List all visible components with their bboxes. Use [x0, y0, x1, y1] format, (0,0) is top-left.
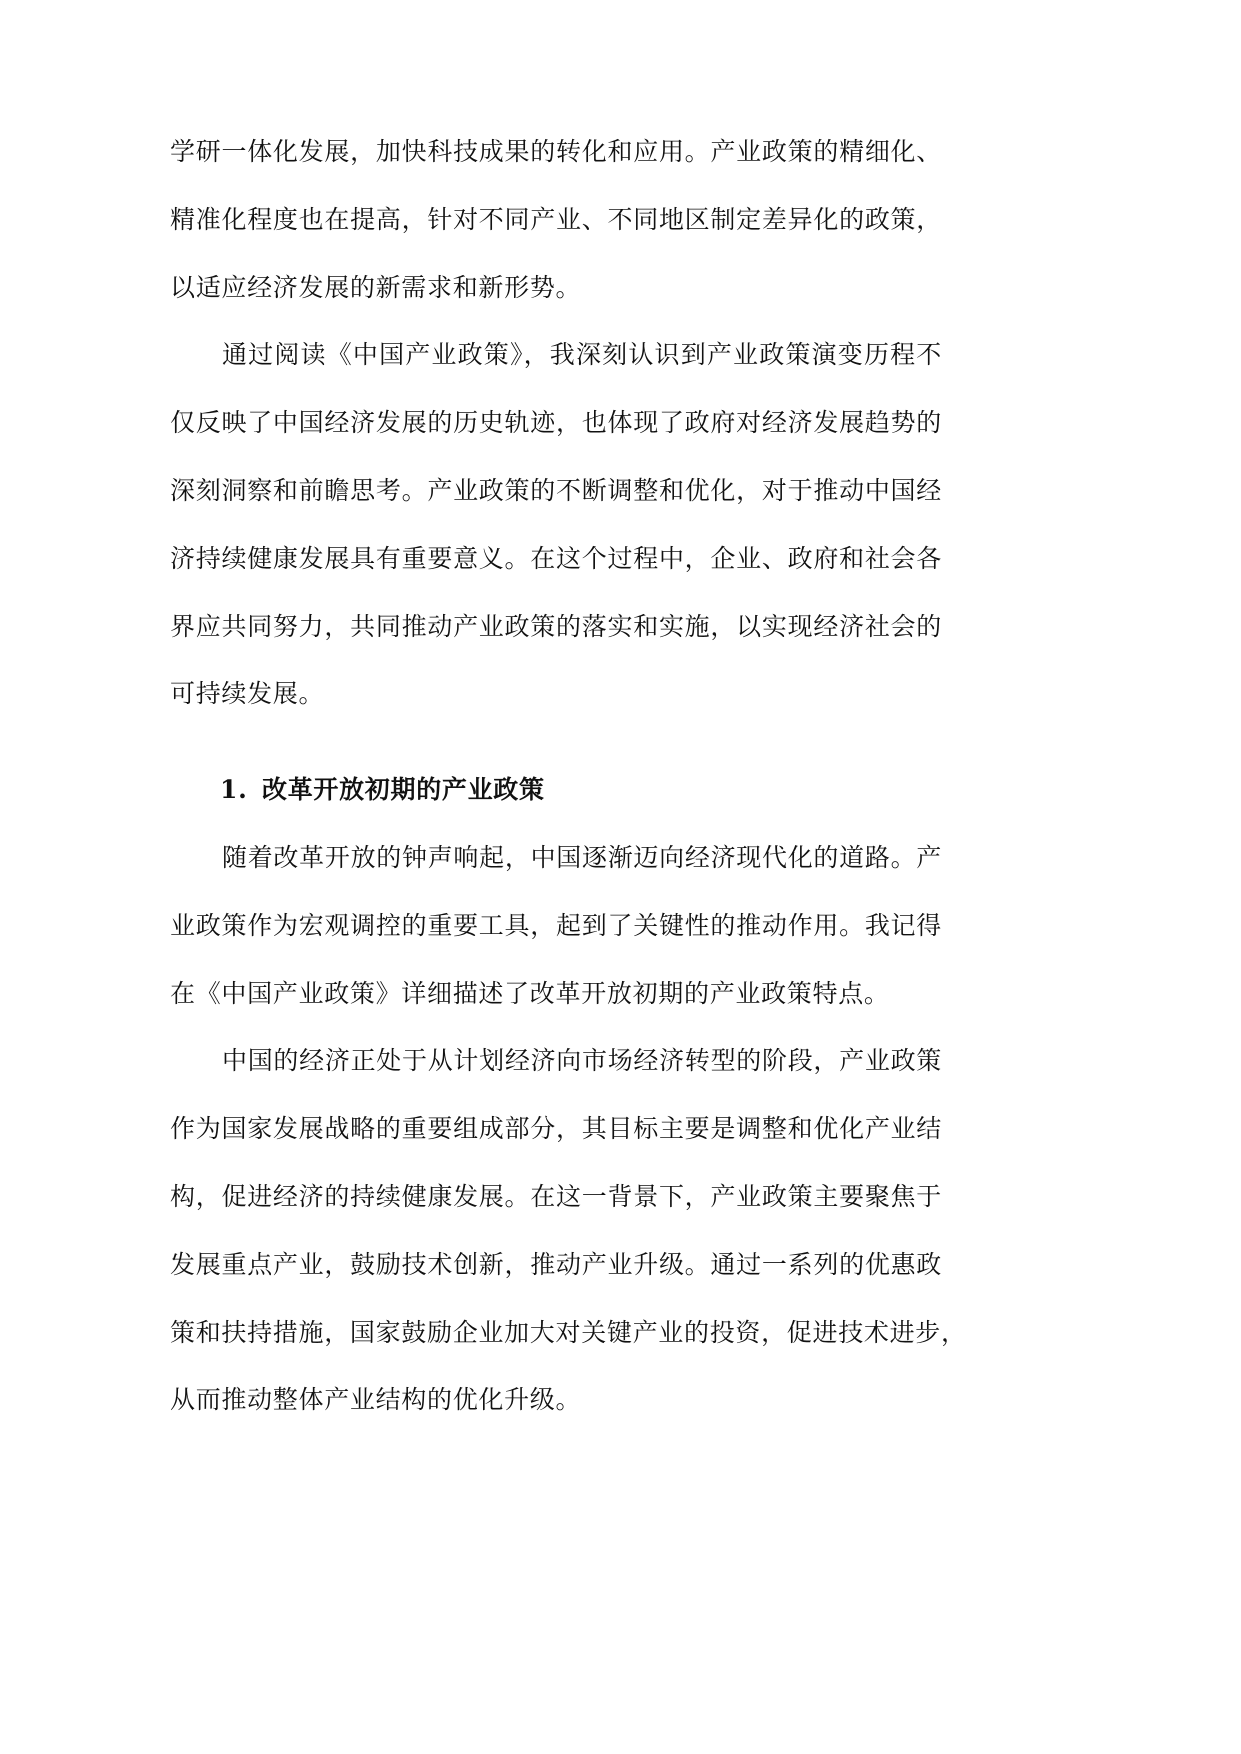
section-title: 改革开放初期的产业政策: [262, 775, 545, 805]
text-line: 业政策作为宏观调控的重要工具，起到了关键性的推动作用。我记得: [170, 910, 942, 940]
text-line: 界应共同努力，共同推动产业政策的落实和实施，以实现经济社会的: [170, 611, 942, 641]
text-line: 深刻洞察和前瞻思考。产业政策的不断调整和优化，对于推动中国经: [170, 475, 942, 505]
section-heading: [170, 756, 942, 824]
text-line: 在《中国产业政策》详细描述了改革开放初期的产业政策特点。: [170, 978, 890, 1008]
paragraph: [170, 321, 942, 728]
paragraph: [170, 1027, 967, 1434]
text-line: 作为国家发展战略的重要组成部分，其目标主要是调整和优化产业结: [170, 1114, 942, 1144]
text-line: 从而推动整体产业结构的优化升级。: [170, 1385, 582, 1415]
text-line: 发展重点产业，鼓励技术创新，推动产业升级。通过一系列的优惠政: [170, 1249, 942, 1279]
text-line: 通过阅读《中国产业政策》，我深刻认识到产业政策演变历程不: [222, 340, 942, 370]
text-line: 精准化程度也在提高，针对不同产业、不同地区制定差异化的政策，: [170, 204, 942, 234]
text-line: 济持续健康发展具有重要意义。在这个过程中，企业、政府和社会各: [170, 543, 942, 573]
text-line: 构，促进经济的持续健康发展。在这一背景下，产业政策主要聚焦于: [170, 1181, 942, 1211]
text-line: 以适应经济发展的新需求和新形势。: [170, 272, 582, 302]
text-line: 仅反映了中国经济发展的历史轨迹，也体现了政府对经济发展趋势的: [170, 408, 942, 438]
text-line: 策和扶持措施，国家鼓励企业加大对关键产业的投资，促进技术进步，: [170, 1317, 967, 1347]
text-line: 学研一体化发展，加快科技成果的转化和应用。产业政策的精细化、: [170, 137, 942, 166]
paragraph: [170, 118, 942, 321]
section-number: 1.: [220, 775, 248, 805]
document-body: [170, 118, 967, 1434]
text-line: 可持续发展。: [170, 679, 325, 709]
text-line: 随着改革开放的钟声响起，中国逐渐迈向经济现代化的道路。产: [222, 842, 942, 872]
text-line: 中国的经济正处于从计划经济向市场经济转型的阶段，产业政策: [222, 1046, 942, 1076]
paragraph: [170, 824, 942, 1027]
